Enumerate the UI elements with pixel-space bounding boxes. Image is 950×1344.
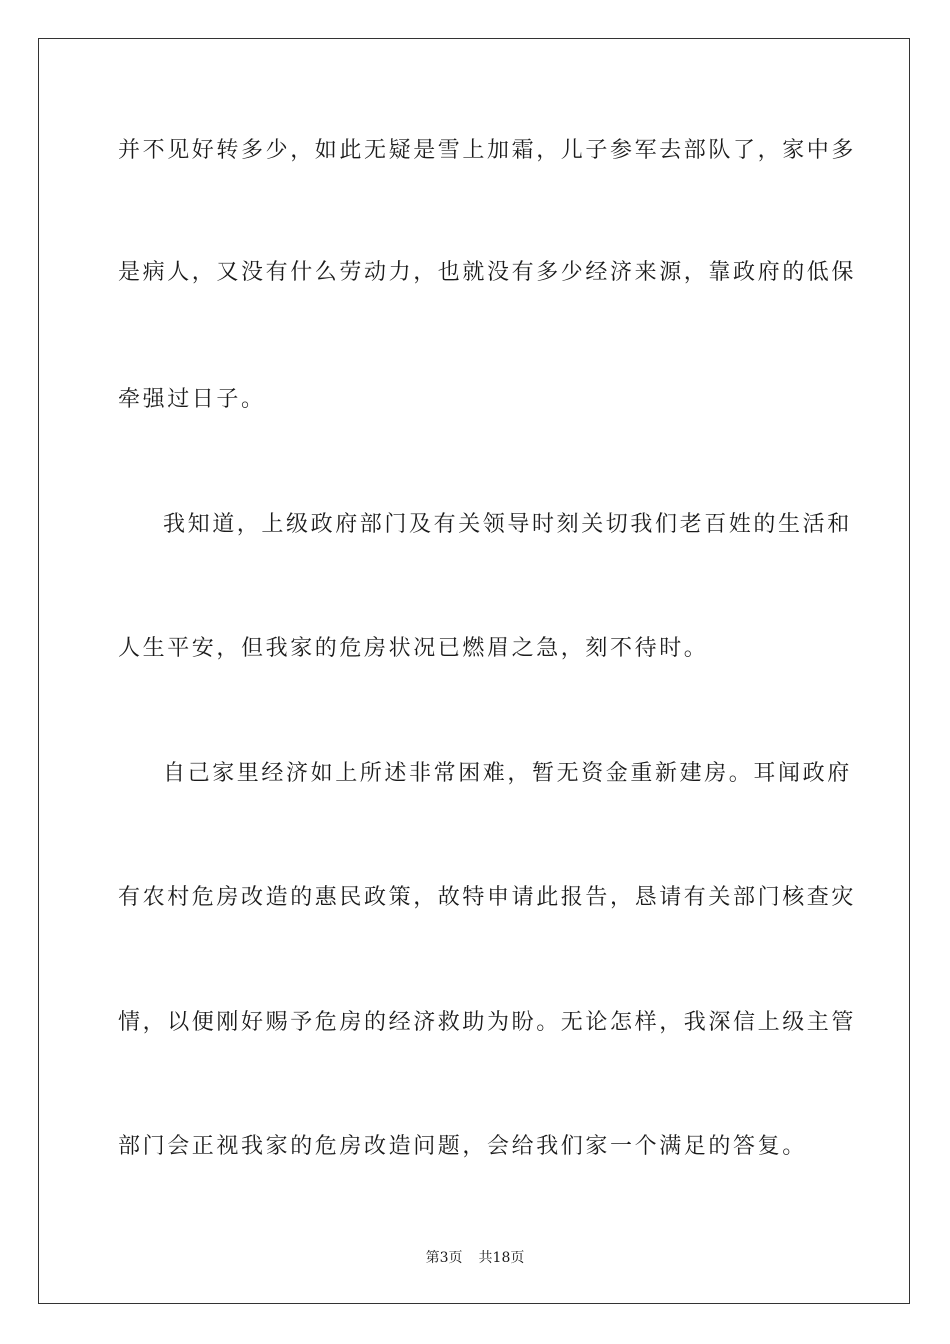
body-line-5: 人生平安，但我家的危房状况已燃眉之急，刻不待时。: [118, 636, 709, 661]
body-line-2: 是病人，又没有什么劳动力，也就没有多少经济来源，靠政府的低保: [118, 260, 857, 285]
body-line-9: 部门会正视我家的危房改造问题，会给我们家一个满足的答复。: [118, 1134, 807, 1159]
total-pages: 共18页: [478, 1250, 525, 1266]
body-line-1: 并不见好转多少，如此无疑是雪上加霜，儿子参军去部队了，家中多: [118, 138, 857, 163]
body-line-6: 自己家里经济如上所述非常困难，暂无资金重新建房。耳闻政府: [163, 761, 852, 786]
page-border: [38, 38, 910, 1304]
body-line-4: 我知道，上级政府部门及有关领导时刻关切我们老百姓的生活和: [163, 512, 852, 537]
body-line-3: 牵强过日子。: [118, 387, 266, 412]
body-line-8: 情，以便刚好赐予危房的经济救助为盼。无论怎样，我深信上级主管: [118, 1010, 857, 1035]
page-number: 第3页: [425, 1250, 463, 1266]
body-line-7: 有农村危房改造的惠民政策，故特申请此报告，恳请有关部门核查灾: [118, 885, 857, 910]
page-footer: [0, 1247, 950, 1267]
